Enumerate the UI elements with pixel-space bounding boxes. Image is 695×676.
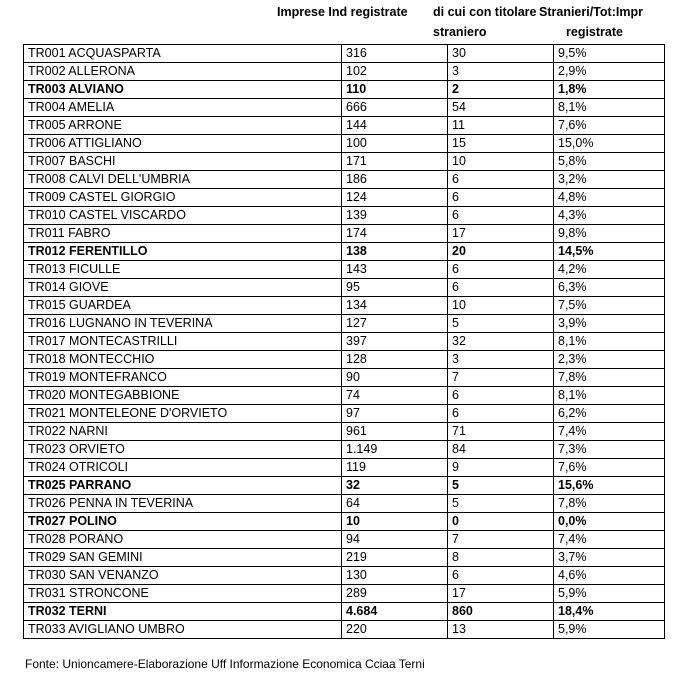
comune-cell: TR015 GUARDEA: [24, 297, 342, 315]
imprese-registrate-cell: 94: [342, 531, 448, 549]
table-row: [24, 405, 665, 423]
table-row: [24, 549, 665, 567]
titolare-straniero-cell: 10: [448, 153, 554, 171]
comune-cell: TR029 SAN GEMINI: [24, 549, 342, 567]
table-row: [24, 369, 665, 387]
comune-cell: TR008 CALVI DELL'UMBRIA: [24, 171, 342, 189]
titolare-straniero-cell: 5: [448, 477, 554, 495]
table-row: [24, 225, 665, 243]
titolare-straniero-cell: 6: [448, 387, 554, 405]
table-row: [24, 171, 665, 189]
titolare-straniero-cell: 3: [448, 351, 554, 369]
titolare-straniero-cell: 860: [448, 603, 554, 621]
imprese-registrate-cell: 128: [342, 351, 448, 369]
comune-cell: TR014 GIOVE: [24, 279, 342, 297]
stranieri-ratio-cell: 6,2%: [554, 405, 665, 423]
table-row: [24, 81, 665, 99]
stranieri-ratio-cell: 5,8%: [554, 153, 665, 171]
stranieri-ratio-cell: 7,4%: [554, 423, 665, 441]
stranieri-ratio-cell: 3,9%: [554, 315, 665, 333]
stranieri-ratio-cell: 7,6%: [554, 117, 665, 135]
imprese-registrate-cell: 130: [342, 567, 448, 585]
imprese-table-body: [24, 45, 665, 639]
imprese-registrate-cell: 95: [342, 279, 448, 297]
imprese-registrate-cell: 143: [342, 261, 448, 279]
stranieri-ratio-cell: 15,0%: [554, 135, 665, 153]
table-row: [24, 567, 665, 585]
imprese-registrate-cell: 139: [342, 207, 448, 225]
titolare-straniero-cell: 32: [448, 333, 554, 351]
stranieri-ratio-cell: 2,9%: [554, 63, 665, 81]
imprese-registrate-cell: 220: [342, 621, 448, 639]
titolare-straniero-cell: 5: [448, 315, 554, 333]
comune-cell: TR028 PORANO: [24, 531, 342, 549]
comune-cell: TR001 ACQUASPARTA: [24, 45, 342, 63]
titolare-straniero-cell: 3: [448, 63, 554, 81]
titolare-straniero-cell: 10: [448, 297, 554, 315]
comune-cell: TR009 CASTEL GIORGIO: [24, 189, 342, 207]
stranieri-ratio-cell: 1,8%: [554, 81, 665, 99]
comune-cell: TR007 BASCHI: [24, 153, 342, 171]
source-footer: Fonte: Unioncamere-Elaborazione Uff Informazione Economica Cciaa Terni: [25, 657, 425, 671]
comune-cell: TR006 ATTIGLIANO: [24, 135, 342, 153]
comune-cell: TR023 ORVIETO: [24, 441, 342, 459]
comune-cell: TR016 LUGNANO IN TEVERINA: [24, 315, 342, 333]
comune-cell: TR017 MONTECASTRILLI: [24, 333, 342, 351]
titolare-straniero-cell: 6: [448, 189, 554, 207]
comune-cell: TR013 FICULLE: [24, 261, 342, 279]
imprese-registrate-cell: 1.149: [342, 441, 448, 459]
header-stranieri-ratio-line2: registrate: [566, 25, 623, 39]
header-titolare-straniero-line2: straniero: [433, 25, 487, 39]
stranieri-ratio-cell: 3,2%: [554, 171, 665, 189]
comune-cell: TR033 AVIGLIANO UMBRO: [24, 621, 342, 639]
imprese-registrate-cell: 74: [342, 387, 448, 405]
comune-cell: TR011 FABRO: [24, 225, 342, 243]
comune-cell: TR032 TERNI: [24, 603, 342, 621]
comune-cell: TR022 NARNI: [24, 423, 342, 441]
table-row: [24, 495, 665, 513]
titolare-straniero-cell: 0: [448, 513, 554, 531]
comune-cell: TR025 PARRANO: [24, 477, 342, 495]
table-row: [24, 513, 665, 531]
stranieri-ratio-cell: 7,3%: [554, 441, 665, 459]
titolare-straniero-cell: 6: [448, 261, 554, 279]
imprese-registrate-cell: 32: [342, 477, 448, 495]
comune-cell: TR018 MONTECCHIO: [24, 351, 342, 369]
comune-cell: TR010 CASTEL VISCARDO: [24, 207, 342, 225]
header-stranieri-ratio-line1: Stranieri/Tot:Impr: [539, 5, 643, 19]
stranieri-ratio-cell: 8,1%: [554, 333, 665, 351]
imprese-registrate-cell: 289: [342, 585, 448, 603]
titolare-straniero-cell: 8: [448, 549, 554, 567]
imprese-registrate-cell: 961: [342, 423, 448, 441]
comune-cell: TR005 ARRONE: [24, 117, 342, 135]
table-row: [24, 585, 665, 603]
titolare-straniero-cell: 17: [448, 585, 554, 603]
table-row: [24, 297, 665, 315]
titolare-straniero-cell: 17: [448, 225, 554, 243]
comune-cell: TR021 MONTELEONE D'ORVIETO: [24, 405, 342, 423]
table-row: [24, 45, 665, 63]
stranieri-ratio-cell: 18,4%: [554, 603, 665, 621]
imprese-registrate-cell: 102: [342, 63, 448, 81]
stranieri-ratio-cell: 7,5%: [554, 297, 665, 315]
titolare-straniero-cell: 11: [448, 117, 554, 135]
table-row: [24, 477, 665, 495]
titolare-straniero-cell: 20: [448, 243, 554, 261]
stranieri-ratio-cell: 4,6%: [554, 567, 665, 585]
titolare-straniero-cell: 84: [448, 441, 554, 459]
comune-cell: TR027 POLINO: [24, 513, 342, 531]
table-row: [24, 531, 665, 549]
imprese-registrate-cell: 144: [342, 117, 448, 135]
imprese-registrate-cell: 119: [342, 459, 448, 477]
table-row: [24, 207, 665, 225]
titolare-straniero-cell: 13: [448, 621, 554, 639]
stranieri-ratio-cell: 7,8%: [554, 495, 665, 513]
table-row: [24, 621, 665, 639]
titolare-straniero-cell: 6: [448, 279, 554, 297]
imprese-registrate-cell: 397: [342, 333, 448, 351]
imprese-registrate-cell: 666: [342, 99, 448, 117]
comune-cell: TR012 FERENTILLO: [24, 243, 342, 261]
table-row: [24, 423, 665, 441]
comune-cell: TR002 ALLERONA: [24, 63, 342, 81]
table-row: [24, 153, 665, 171]
table-row: [24, 279, 665, 297]
titolare-straniero-cell: 15: [448, 135, 554, 153]
titolare-straniero-cell: 2: [448, 81, 554, 99]
stranieri-ratio-cell: 9,5%: [554, 45, 665, 63]
imprese-registrate-cell: 110: [342, 81, 448, 99]
stranieri-ratio-cell: 4,3%: [554, 207, 665, 225]
table-row: [24, 63, 665, 81]
table-row: [24, 135, 665, 153]
table-row: [24, 315, 665, 333]
stranieri-ratio-cell: 0,0%: [554, 513, 665, 531]
imprese-registrate-cell: 186: [342, 171, 448, 189]
comune-cell: TR020 MONTEGABBIONE: [24, 387, 342, 405]
stranieri-ratio-cell: 6,3%: [554, 279, 665, 297]
imprese-registrate-cell: 171: [342, 153, 448, 171]
titolare-straniero-cell: 5: [448, 495, 554, 513]
imprese-registrate-cell: 4.684: [342, 603, 448, 621]
stranieri-ratio-cell: 5,9%: [554, 621, 665, 639]
stranieri-ratio-cell: 8,1%: [554, 387, 665, 405]
table-row: [24, 261, 665, 279]
table-row: [24, 603, 665, 621]
imprese-table: [23, 44, 665, 639]
titolare-straniero-cell: 6: [448, 171, 554, 189]
imprese-registrate-cell: 174: [342, 225, 448, 243]
comune-cell: TR030 SAN VENANZO: [24, 567, 342, 585]
titolare-straniero-cell: 7: [448, 531, 554, 549]
titolare-straniero-cell: 6: [448, 567, 554, 585]
titolare-straniero-cell: 9: [448, 459, 554, 477]
titolare-straniero-cell: 30: [448, 45, 554, 63]
imprese-registrate-cell: 219: [342, 549, 448, 567]
titolare-straniero-cell: 6: [448, 207, 554, 225]
stranieri-ratio-cell: 5,9%: [554, 585, 665, 603]
table-row: [24, 99, 665, 117]
stranieri-ratio-cell: 7,8%: [554, 369, 665, 387]
titolare-straniero-cell: 71: [448, 423, 554, 441]
comune-cell: TR026 PENNA IN TEVERINA: [24, 495, 342, 513]
comune-cell: TR019 MONTEFRANCO: [24, 369, 342, 387]
stranieri-ratio-cell: 7,4%: [554, 531, 665, 549]
titolare-straniero-cell: 54: [448, 99, 554, 117]
comune-cell: TR024 OTRICOLI: [24, 459, 342, 477]
comune-cell: TR004 AMELIA: [24, 99, 342, 117]
stranieri-ratio-cell: 15,6%: [554, 477, 665, 495]
imprese-registrate-cell: 127: [342, 315, 448, 333]
titolare-straniero-cell: 7: [448, 369, 554, 387]
imprese-registrate-cell: 97: [342, 405, 448, 423]
table-row: [24, 189, 665, 207]
imprese-registrate-cell: 64: [342, 495, 448, 513]
imprese-registrate-cell: 316: [342, 45, 448, 63]
titolare-straniero-cell: 6: [448, 405, 554, 423]
table-row: [24, 387, 665, 405]
table-row: [24, 459, 665, 477]
stranieri-ratio-cell: 3,7%: [554, 549, 665, 567]
header-titolare-straniero-line1: di cui con titolare: [433, 5, 537, 19]
table-row: [24, 117, 665, 135]
stranieri-ratio-cell: 2,3%: [554, 351, 665, 369]
comune-cell: TR003 ALVIANO: [24, 81, 342, 99]
header-registrate: Imprese Ind registrate: [277, 5, 408, 19]
imprese-registrate-cell: 10: [342, 513, 448, 531]
table-row: [24, 441, 665, 459]
table-row: [24, 351, 665, 369]
stranieri-ratio-cell: 4,8%: [554, 189, 665, 207]
imprese-registrate-cell: 138: [342, 243, 448, 261]
table-row: [24, 243, 665, 261]
stranieri-ratio-cell: 4,2%: [554, 261, 665, 279]
stranieri-ratio-cell: 7,6%: [554, 459, 665, 477]
imprese-registrate-cell: 100: [342, 135, 448, 153]
comune-cell: TR031 STRONCONE: [24, 585, 342, 603]
stranieri-ratio-cell: 9,8%: [554, 225, 665, 243]
table-row: [24, 333, 665, 351]
stranieri-ratio-cell: 14,5%: [554, 243, 665, 261]
imprese-registrate-cell: 134: [342, 297, 448, 315]
imprese-registrate-cell: 124: [342, 189, 448, 207]
imprese-registrate-cell: 90: [342, 369, 448, 387]
stranieri-ratio-cell: 8,1%: [554, 99, 665, 117]
